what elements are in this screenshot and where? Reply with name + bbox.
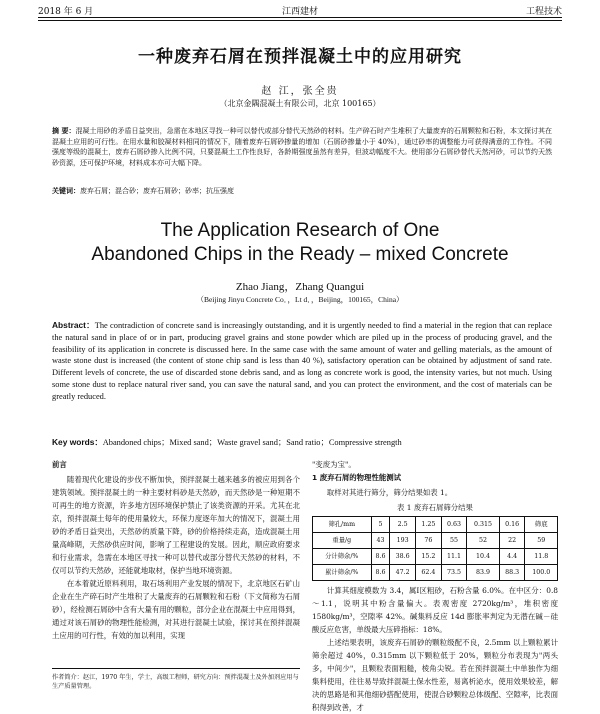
intro-paragraph: 在本着就近原料利用，取石场利用产业发展的情况下，北京地区石矿山企业在生产碎石时产生堆积了大量废弃的石屑颗粒和石粉（下文简称为石屑砂），经检测石屑砂中含有大量有用的颗粒，部分企业在混凝土中应用得到，通过对该石屑砂的物理性能检测，对其进行混凝土试验，探讨其在预拌混凝土应用的可行性，有效的加以利用，实现 bbox=[52, 579, 300, 640]
abstract-en-label: Abstract： bbox=[52, 320, 95, 330]
table-header-row bbox=[313, 517, 558, 533]
abstract-cn-label: 摘 要： bbox=[52, 127, 76, 135]
body-right-column bbox=[312, 458, 558, 714]
abstract-cn bbox=[52, 126, 552, 168]
abstract-en-text: The contradiction of concrete sand is increasingly outstanding, and it is urgently needed to find a material in the region that can replace the natural sand in place of or in part, producing gravel grains and stone powder which are piled up in the process of producing gravel, and the feasibility of its application in concrete is discussed here. In the same case with the same amount of water and gelling materials, as the amount of waste stone dust is increased (the content of stone chip sand is less than 40 %), satisfactory operation can be obtained by adjustment of sand rate. Different levels of concrete, the use of discarded stone debris sand, and as long as concrete work is good, the intensity varies, but not much. Using some stone dust to replace natural river sand, you can save the natural sand, and you can protect the environment, and the cost of materials can be greatly reduced. bbox=[52, 321, 552, 401]
table-cell: 55 bbox=[441, 533, 467, 549]
table-cell: 52 bbox=[467, 533, 499, 549]
section-1-text: 取样对其进行筛分，筛分结果如表 1。 bbox=[326, 488, 453, 497]
continued-text: "变废为宝"。 bbox=[312, 460, 356, 469]
table-cell: 43 bbox=[371, 533, 390, 549]
table-cell: 4.4 bbox=[499, 549, 525, 565]
table-cell: 83.9 bbox=[467, 565, 499, 581]
body-left-column bbox=[52, 458, 300, 642]
table-cell: 0.16 bbox=[499, 517, 525, 533]
title-en-line2: Abandoned Chips in the Ready – mixed Concrete bbox=[91, 244, 509, 265]
table-cell: 10.4 bbox=[467, 549, 499, 565]
affiliation-en: （Beijing Jinyu Concrete Co．，Lt d．，Beijing，100165，China） bbox=[196, 295, 404, 304]
table-row bbox=[313, 549, 558, 565]
table-cell: 88.3 bbox=[499, 565, 525, 581]
table-cell: 5 bbox=[371, 517, 390, 533]
table-cell: 15.2 bbox=[416, 549, 442, 565]
header-journal: 江西建材 bbox=[281, 7, 318, 17]
table-cell: 重量/g bbox=[313, 533, 372, 549]
keywords-cn-label: 关键词： bbox=[52, 187, 80, 195]
results-paragraph: 计算其细度模数为 3.4，属Ⅰ区粗砂，石粉含量 6.0%。在中区分：0.8～1.1，说明其中粉含量偏大。表观密度 2720kg/m³，堆积密度 1580kg/m³，空隙率 42%。碱集料反应 14d 膨胀率判定为无潜在碱－硅酸反应危害，单级最大压碎指标：18%。 bbox=[312, 586, 558, 634]
page-header bbox=[38, 4, 562, 18]
title-cn: 一种废弃石屑在预拌混凝土中的应用研究 bbox=[138, 47, 462, 67]
table-cell: 193 bbox=[390, 533, 416, 549]
table-cell: 2.5 bbox=[390, 517, 416, 533]
table-cell: 1.25 bbox=[416, 517, 442, 533]
header-rule-thin bbox=[38, 20, 562, 21]
table-cell: 59 bbox=[525, 533, 558, 549]
intro-heading: 前言 bbox=[52, 460, 67, 469]
keywords-en-text: Abandoned chips；Mixed sand；Waste gravel sand；Sand ratio；Compressive strength bbox=[102, 438, 402, 447]
keywords-en-label: Key words： bbox=[52, 437, 103, 447]
table-cell: 0.63 bbox=[441, 517, 467, 533]
header-date: 2018 年 6 月 bbox=[38, 7, 94, 17]
author-footnote: 作者简介：赵江，1970 年生，学士，高级工程师，研究方向：预拌混凝土及外加剂应用与生产质量管理。 bbox=[52, 668, 300, 691]
keywords-en bbox=[52, 436, 552, 448]
table-cell: 62.4 bbox=[416, 565, 442, 581]
table-cell: 38.6 bbox=[390, 549, 416, 565]
section-1-heading: 1 废弃石屑的物理性能测试 bbox=[312, 473, 402, 482]
table-caption: 表 1 废弃石屑筛分结果 bbox=[397, 503, 473, 512]
header-rule bbox=[38, 17, 562, 18]
table-cell: 0.315 bbox=[467, 517, 499, 533]
table-cell: 73.5 bbox=[441, 565, 467, 581]
abstract-en bbox=[52, 320, 552, 403]
keywords-cn-text: 废弃石屑；混合砂；废弃石屑砂；砂率；抗压强度 bbox=[80, 187, 234, 195]
authors-cn: 赵 江，张全贵 bbox=[261, 86, 339, 97]
sieve-table bbox=[312, 516, 558, 581]
table-cell: 8.6 bbox=[371, 565, 390, 581]
affiliation-cn: （北京金隅混凝土有限公司，北京 100165） bbox=[219, 99, 381, 108]
title-en bbox=[0, 219, 600, 267]
table-cell: 47.2 bbox=[390, 565, 416, 581]
table-cell: 11.8 bbox=[525, 549, 558, 565]
table-row bbox=[313, 533, 558, 549]
keywords-cn bbox=[52, 186, 552, 196]
table-cell: 筛孔/mm bbox=[313, 517, 372, 533]
abstract-cn-text: 混凝土用砂的矛盾日益突出，急需在本地区寻找一种可以替代或部分替代天然砂的材料。生产碎石时产生堆积了大量废弃的石屑颗粒和石粉，本文探讨其在混凝土应用的可行性。在用水量和胶凝材料相同的情况下，随着废弃石屑砂掺量的增加（石屑砂掺量小于 40%），通过砂率的调整能力可获得满意的工作性。不同强度等级的混凝土，废弃石屑砂掺入比例不同，只要混凝土工作性良好，各龄期强度虽然有差异，但波动幅度不大。使用部分石屑砂替代天然河砂，可以节约天然砂资源，还可保护环境，材料成本亦可大幅下降。 bbox=[52, 127, 552, 167]
authors-en: Zhao Jiang，Zhang Quangui bbox=[235, 281, 365, 293]
table-cell: 累计筛余/% bbox=[313, 565, 372, 581]
table-cell: 分计筛余/% bbox=[313, 549, 372, 565]
title-en-line1: The Application Research of One bbox=[160, 220, 440, 241]
table-cell: 8.6 bbox=[371, 549, 390, 565]
table-row bbox=[313, 565, 558, 581]
table-cell: 22 bbox=[499, 533, 525, 549]
table-cell: 11.1 bbox=[441, 549, 467, 565]
table-cell: 筛底 bbox=[525, 517, 558, 533]
intro-paragraph: 随着现代化建设的步伐不断加快，预拌混凝土越来越多的被应用到各个建筑领域。预拌混凝土的一种主要材料砂是天然砂，而天然砂是一种短期不可再生的地方资源，许多地方因环境保护禁止了该类资源的开采。尤其在北京，预拌混凝土每年的使用量较大，环保力度逐年加大的情况下，混凝土用砂的矛盾日益突出，天然砂的质量下降，砂的价格持续走高，造成混凝土用量高峰期，天然砂供应时间，影响了工程建设的发展。因此，顺应政府要求和行业需求，急需在本地区寻找一种可以替代或部分替代天然砂的材料，不仅可以节约天然砂，还能就地取材，保护当地环境资源。 bbox=[52, 475, 300, 575]
analysis-paragraph: 上述结果表明，该废弃石屑砂的颗粒级配不良，2.5mm 以上颗粒累计筛余超过 40%，0.315mm 以下颗粒低于 20%，颗粒分布表现为"两头多，中间少"，且颗粒表面粗糙，棱角尖锐。若在预拌混凝土中单独作为细集料使用，往往易导致拌混凝土保水性差，易离析泌水，使用效果较差，解决的思路是和其他细砂搭配使用，使混合砂颗粒总体级配、空隙率，比表面积得到改善，才 bbox=[312, 638, 558, 712]
header-section: 工程技术 bbox=[525, 7, 562, 17]
table-cell: 100.0 bbox=[525, 565, 558, 581]
table-cell: 76 bbox=[416, 533, 442, 549]
